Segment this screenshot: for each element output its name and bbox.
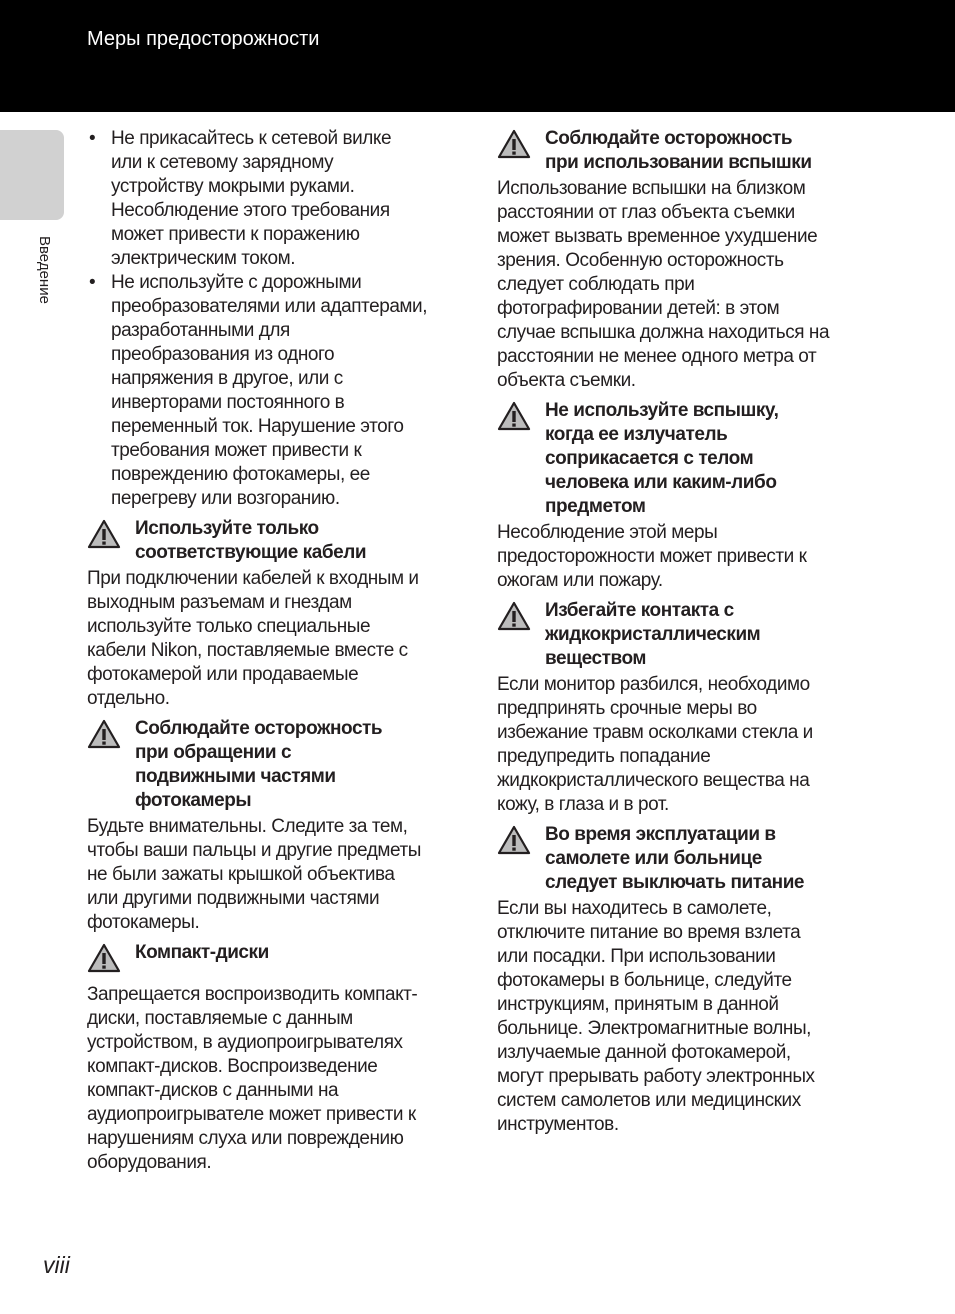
- body-line: предпринять срочные меры во: [497, 698, 757, 719]
- page-number: viii: [43, 1252, 70, 1278]
- body-line: инструментов.: [497, 1114, 619, 1135]
- body-line: излучаемые данной фотокамерой,: [497, 1042, 791, 1063]
- warning-triangle-icon: [497, 129, 531, 159]
- warning-heading: [497, 823, 867, 895]
- warning-triangle-icon: [87, 943, 121, 973]
- body-line: Использование вспышки на близком: [497, 178, 806, 199]
- heading-line: Соблюдайте осторожность: [135, 718, 383, 739]
- warning-body: [497, 521, 867, 593]
- bullet-line: инверторами постоянного в: [111, 392, 345, 413]
- bullet-item: [87, 127, 459, 271]
- body-line: оборудования.: [87, 1152, 212, 1173]
- body-line: избежание травм осколками стекла и: [497, 722, 813, 743]
- bullet-line: преобразования из одного: [111, 344, 335, 365]
- body-line: Запрещается воспроизводить компакт-: [87, 984, 418, 1005]
- heading-line: Используйте только: [135, 518, 319, 539]
- heading-line: Компакт-диски: [135, 942, 269, 963]
- bullet-line: напряжения в другое, или с: [111, 368, 343, 389]
- body-line: компакт-дисков с данными на: [87, 1080, 339, 1101]
- body-line: или посадки. При использовании: [497, 946, 776, 967]
- bullet-line: или к сетевому зарядному: [111, 152, 334, 173]
- body-line: предупредить попадание: [497, 746, 711, 767]
- bullet-line: повреждению фотокамеры, ее: [111, 464, 370, 485]
- warning-triangle-icon: [87, 519, 121, 549]
- heading-line: веществом: [545, 648, 647, 669]
- body-line: кожу, в глаза и в рот.: [497, 794, 669, 815]
- heading-line: предметом: [545, 496, 646, 517]
- page-header: [0, 0, 955, 112]
- heading-line: самолете или больнице: [545, 848, 762, 869]
- bullet-line: Не используйте с дорожными: [111, 272, 362, 293]
- warning-body: [497, 673, 867, 817]
- body-line: систем самолетов или медицинских: [497, 1090, 801, 1111]
- heading-line: Не используйте вспышку,: [545, 400, 779, 421]
- body-line: расстоянии от глаз объекта съемки: [497, 202, 795, 223]
- heading-line: соприкасается с телом: [545, 448, 754, 469]
- body-line: чтобы ваши пальцы и другие предметы: [87, 840, 421, 861]
- bullet-icon: •: [89, 128, 96, 149]
- heading-line: Избегайте контакта с: [545, 600, 734, 621]
- warning-heading: [87, 517, 459, 565]
- warning-heading: [497, 127, 867, 175]
- body-line: не были зажаты крышкой объектива: [87, 864, 395, 885]
- body-line: или другими подвижными частями: [87, 888, 380, 909]
- warning-triangle-icon: [497, 601, 531, 631]
- body-line: кабели Nikon, поставляемые вместе с: [87, 640, 408, 661]
- body-line: Если монитор разбился, необходимо: [497, 674, 810, 695]
- body-line: устройством, в аудиопроигрывателях: [87, 1032, 403, 1053]
- body-line: фотокамеры.: [87, 912, 200, 933]
- heading-line: следует выключать питание: [545, 872, 805, 893]
- header-title: Меры предосторожности: [87, 28, 320, 50]
- body-line: Будьте внимательны. Следите за тем,: [87, 816, 408, 837]
- bullet-line: может привести к поражению: [111, 224, 360, 245]
- bullet-line: разработанными для: [111, 320, 290, 341]
- heading-line: при обращении с: [135, 742, 292, 763]
- body-line: Несоблюдение этой меры: [497, 522, 718, 543]
- warning-heading: [497, 399, 867, 519]
- warning-body: [87, 815, 459, 935]
- heading-line: подвижными частями: [135, 766, 336, 787]
- body-line: случае вспышка должна находиться на: [497, 322, 830, 343]
- bullet-line: Не прикасайтесь к сетевой вилке: [111, 128, 392, 149]
- body-line: больнице. Электромагнитные волны,: [497, 1018, 812, 1039]
- body-line: расстоянии не менее одного метра от: [497, 346, 817, 367]
- body-line: выходным разъемам и гнездам: [87, 592, 352, 613]
- bullet-line: требования может привести к: [111, 440, 362, 461]
- body-line: объекта съемки.: [497, 370, 636, 391]
- body-line: фотокамеры в больнице, следуйте: [497, 970, 792, 991]
- body-line: зрения. Особенную осторожность: [497, 250, 784, 271]
- warning-heading: [497, 599, 867, 671]
- warning-body: [87, 983, 459, 1175]
- warning-heading: [87, 941, 459, 981]
- body-line: используйте только специальные: [87, 616, 371, 637]
- warning-body: [497, 897, 867, 1137]
- heading-line: фотокамеры: [135, 790, 252, 811]
- warning-triangle-icon: [497, 401, 531, 431]
- warning-triangle-icon: [87, 719, 121, 749]
- heading-line: Во время эксплуатации в: [545, 824, 776, 845]
- warning-heading: [87, 717, 459, 813]
- body-line: фотокамерой или продаваемые: [87, 664, 359, 685]
- body-line: отдельно.: [87, 688, 170, 709]
- body-line: ожогам или пожару.: [497, 570, 663, 591]
- bullet-line: перегреву или возгоранию.: [111, 488, 340, 509]
- heading-line: соответствующие кабели: [135, 542, 367, 563]
- bullet-line: Несоблюдение этого требования: [111, 200, 390, 221]
- body-line: При подключении кабелей к входным и: [87, 568, 419, 589]
- bullet-line: устройству мокрыми руками.: [111, 176, 355, 197]
- heading-line: Соблюдайте осторожность: [545, 128, 793, 149]
- body-line: предосторожности может привести к: [497, 546, 807, 567]
- bullet-item: [87, 271, 459, 511]
- body-line: нарушениям слуха или повреждению: [87, 1128, 404, 1149]
- body-line: жидкокристаллического вещества на: [497, 770, 810, 791]
- body-line: Если вы находитесь в самолете,: [497, 898, 772, 919]
- body-line: следует соблюдать при: [497, 274, 695, 295]
- body-line: диски, поставляемые с данным: [87, 1008, 353, 1029]
- body-line: аудиопроигрывателе может привести к: [87, 1104, 416, 1125]
- section-tab: [0, 130, 64, 220]
- heading-line: жидкокристаллическим: [545, 624, 761, 645]
- bullet-line: электрическим током.: [111, 248, 296, 269]
- body-line: может вызвать временное ухудшение: [497, 226, 818, 247]
- heading-line: человека или каким-либо: [545, 472, 777, 493]
- bullet-line: переменный ток. Нарушение этого: [111, 416, 404, 437]
- warning-body: [497, 177, 867, 393]
- body-line: инструкциям, принятым в данной: [497, 994, 779, 1015]
- bullet-line: преобразователями или адаптерами,: [111, 296, 428, 317]
- body-line: фотографировании детей: в этом: [497, 298, 780, 319]
- body-line: отключите питание во время взлета: [497, 922, 801, 943]
- body-line: компакт-дисков. Воспроизведение: [87, 1056, 378, 1077]
- section-tab-label: Введение: [36, 236, 53, 304]
- heading-line: при использовании вспышки: [545, 152, 812, 173]
- heading-line: когда ее излучатель: [545, 424, 728, 445]
- bullet-icon: •: [89, 272, 96, 293]
- body-line: могут прерывать работу электронных: [497, 1066, 815, 1087]
- right-column: [497, 127, 867, 1137]
- left-column: [87, 127, 459, 1175]
- warning-body: [87, 567, 459, 711]
- warning-triangle-icon: [497, 825, 531, 855]
